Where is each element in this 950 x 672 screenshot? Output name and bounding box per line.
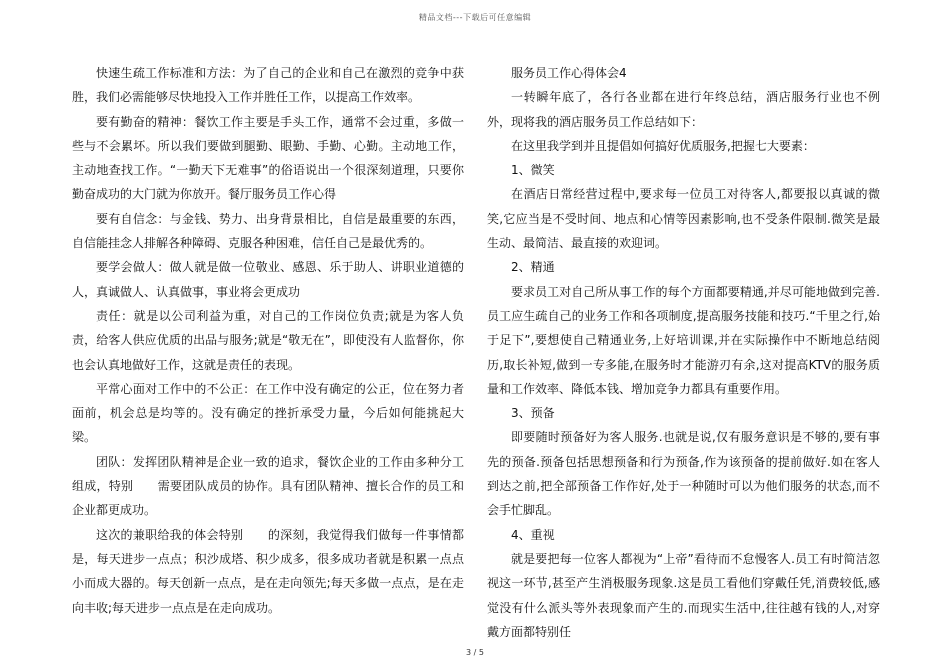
paragraph: 责任：就是以公司利益为重，对自己的工作岗位负责;就是为客人负责，给客人供应优质的出品与服务;就是“敬无在”，即使没有人监督你，你也会认真地做好工作，这就是责任的表现。 — [72, 308, 464, 372]
paragraph: 即要随时预备好为客人服务.也就是说,仅有服务意识是不够的,要有事先的预备.预备包括思想预备和行为预备,作为该预备的提前做好.如在客人到达之前,把全部预备工作作好,处于一种随时可以为他们服务的状态,而不会手忙脚乱。 — [487, 430, 880, 518]
subheading: 3、预备 — [511, 406, 555, 421]
paragraph: 平常心面对工作中的不公正：在工作中没有确定的公正，位在努力者面前，机会总是均等的。没有确定的挫折承受力量，今后如何能挑起大梁。 — [72, 381, 464, 445]
paragraph: 在酒店日常经营过程中,要求每一位员工对待客人,都要报以真诚的微笑,它应当是不受时间、地点和心情等因素影响,也不受条件限制.微笑是最生动、最简洁、最直接的欢迎词。 — [487, 187, 880, 251]
paragraph: 这次的兼职给我的体会特别 的深刻，我觉得我们做每一件事情都是，每天进步一点点；积沙成塔、积少成多，很多成功者就是积累一点点小而成大器的。每天创新一点点，是在走向领先;每天多做一点点，是在走向丰收;每天进步一点点是在走向成功。 — [72, 527, 464, 615]
paragraph: 要有自信念：与金钱、势力、出身背景相比，自信是最重要的东西，自信能挂念人排解各种障碍、克服各种困难，信任自己是最优秀的。 — [72, 211, 464, 251]
paragraph: 要学会做人：做人就是做一位敬业、感恩、乐于助人、讲职业道德的人，真诚做人、认真做事，事业将会更成功 — [72, 260, 464, 299]
subheading: 1、微笑 — [511, 163, 555, 178]
paragraph: 要有勤奋的精神：餐饮工作主要是手头工作，通常不会过重，多做一些与不会累坏。所以我们要做到腿勤、眼勤、手勤、心勤。主动地工作，主动地查找工作。“一勤天下无难事”的俗语说出一个很深刻道理，只要你勤奋成功的大门就为你放开。餐厅服务员工作心得 — [72, 114, 464, 202]
right-column — [487, 61, 880, 644]
left-column — [72, 61, 464, 620]
paragraph: 快速生疏工作标准和方法：为了自己的企业和自己在激烈的竞争中获胜，我们必需能够尽快地投入工作并胜任工作，以提高工作效率。 — [72, 66, 464, 105]
page-number: 3 / 5 — [466, 648, 484, 657]
paragraph: 一转瞬年底了，各行各业都在进行年终总结，酒店服务行业也不例外，现将我的酒店服务员工作总结如下： — [487, 90, 880, 129]
section-title: 服务员工作心得体会4 — [511, 66, 627, 80]
paragraph: 在这里我学到并且提倡如何搞好优质服务,把握七大要素： — [511, 138, 815, 153]
subheading: 4、重视 — [511, 527, 555, 542]
subheading: 2、精通 — [511, 260, 555, 275]
page-header: 精品文档---下载后可任意编辑 — [418, 13, 532, 22]
paragraph: 就是要把每一位客人都视为“上帝”看待而不怠慢客人.员工有时简洁忽视这一环节,甚至产生消极服务现象.这是员工看他们穿戴任凭,消费较低,感觉没有什么派头等外表现象而产生的.而现实生活中,往往越有钱的人,对穿戴方面都特别任 — [487, 551, 880, 639]
paragraph: 要求员工对自己所从事工作的每个方面都要精通,并尽可能地做到完善.员工应生疏自己的业务工作和各项制度,提高服务技能和技巧.“千里之行,始于足下”,要想使自己精通业务,上好培训课,并在实际操作中不断地总结阅历,取长补短,做到一专多能,在服务时才能游刃有余,这对提高KTV的服务质量和工作效率、降低本钱、增加竞争力都具有重要作用。 — [487, 284, 880, 396]
paragraph: 团队：发挥团队精神是企业一致的追求，餐饮企业的工作由多种分工组成，特别 需要团队成员的协作。具有团队精神、擅长合作的员工和企业都更成功。 — [72, 454, 464, 518]
